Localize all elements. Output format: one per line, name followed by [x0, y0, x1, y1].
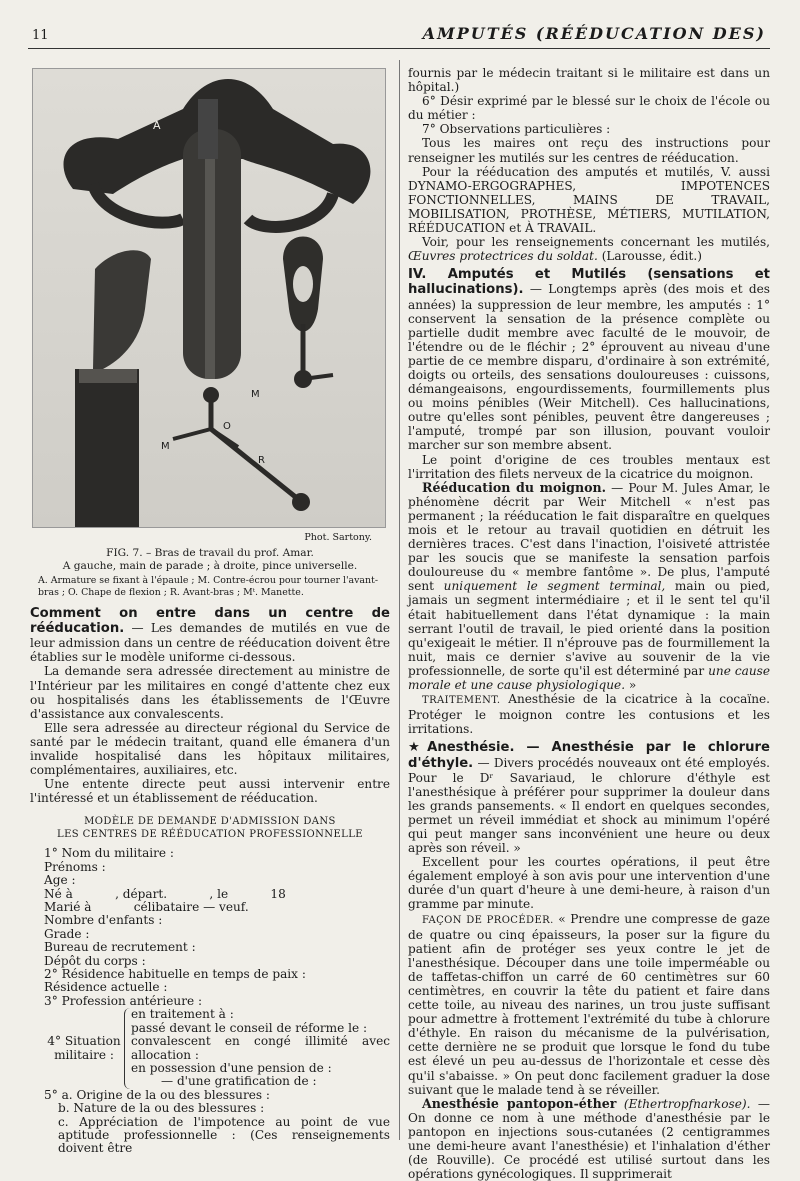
paragraph: Anesthésie pantopon-éther (Ethertropfnarkose). — On donne ce nom à une méthode d'anesthésie par le pantopon en injections sous-cutanées (2 centigrammes une demi-heure avant l'anesthésie) et l'inhalation d'éther (de Rouville). Ce procédé est utilisé surtout dans les opérations gynécologiques. Il supprimerait [408, 1095, 770, 1181]
paragraph: Excellent pour les courtes opérations, il peut être également employé à son avis pour une intervention d'une durée d'un quart d'heure à une demi-heure, à raison d'un gramme par minute. [408, 855, 770, 912]
label-a: A [153, 119, 161, 132]
situation-label: 4° Situation militaire : [47, 1034, 121, 1062]
paragraph: fournis par le médecin traitant si le militaire est dans un hôpital.) [408, 66, 770, 95]
section-heading: Comment on entre dans un centre de rééducation. [30, 606, 390, 637]
paragraph: La demande sera adressée directement au ministre de l'Intérieur par les militaires en congé d'attente chez eux ou hospitalisés dans les établissements de l'Œuvre d'assistance aux convalescents. [30, 664, 390, 721]
strap-right [248, 194, 333, 227]
form-field: Age : [44, 873, 76, 888]
page-number: 11 [32, 28, 49, 43]
figure-legend: A. Armature se fixant à l'épaule ; M. Contre-écrou pour tourner l'avant-bras ; O. Chape de flexion ; R. Avant-bras ; Mᵗ. Manette. [38, 575, 378, 598]
admission-form [30, 847, 390, 1155]
situation-item: en traitement à : [131, 1007, 234, 1022]
situation-item: passé devant le conseil de réforme le : [131, 1020, 368, 1035]
form-field: Bureau de recrutement : [44, 940, 196, 955]
paragraph: Rééducation du moignon. — Pour M. Jules Amar, le phénomène décrit par Weir Mitchell « n'est pas permanent ; la rééducation le fait disparaître en quelques mois et le retour au travail quotidien en détruit les dernières traces. C'est dans l'inaction, l'oisiveté attristée par les soucis que se manifeste la sensation parfois douloureuse du « membre fantôme ». De plus, l'amputé sent uniquement le segment terminal, main ou pied, jamais un segment intermédiaire ; et il le sent tel qu'il était habituellement dans l'état dynamique : la main serrant l'outil de travail, le pied orienté dans la position qu'exigeait le métier. Il n'éprouve pas de fourmillement la nuit, mais ce dernier s'avive au souvenir de la vie professionnelle, de sorte qu'il est déterminé par une cause morale et une cause physiologique. » [408, 479, 771, 693]
figure-caption-sub: A gauche, main de parade ; à droite, pince universelle. [62, 559, 358, 572]
label-o: O [223, 421, 231, 432]
parade-hand [93, 250, 151, 369]
form-field: Dépôt du corps : [44, 953, 146, 968]
form-field: 2° Résidence habituelle en temps de paix : [44, 967, 306, 982]
form-field: 3° Profession antérieure : [44, 993, 203, 1008]
section-admission: Comment on entre dans un centre de rééducation. — Les demandes de mutilés en vue de leur admission dans un centre de rééducation doivent être établies sur le modèle uniforme ci-dessous. [30, 606, 390, 665]
label-m: M [251, 389, 260, 400]
form-field: c. Appréciation de l'impotence au point de vue aptitude professionnelle : (Ces renseignements doivent être [58, 1114, 390, 1156]
situation-block [30, 1008, 390, 1088]
form-field: Marié à célibataire — veuf. [44, 900, 249, 915]
running-title: AMPUTÉS (RÉÉDUCATION DES) [422, 24, 766, 43]
paragraph: FAÇON DE PROCÉDER. « Prendre une compresse de gaze de quatre ou cinq épaisseurs, la poser sur la figure du patient afin de protéger ses yeux contre le jet de l'anesthésique. Découper dans une toile imperméable ou de taffetas-chiffon un carré de 60 centimètres sur 60 centimètres, en couvrir la tête du patient et faire dans cette toile, au niveau des narines, un trou juste suffisant pour admettre à frottement l'extrémité du tube à chlorure d'éthyle. En raison du mécanisme de la pulvérisation, cette dernière ne se produit que lorsque le fond du tube est élevé un peu au-dessus de l'horizontale et cesse dès qu'il s'abaisse. » On peut donc facilement graduer la dose suivant que le malade tend à se réveiller. [408, 911, 770, 1097]
situation-options [124, 1008, 390, 1088]
paragraph: Tous les maires ont reçu des instructions pour renseigner les mutilés sur les centres de rééducation. [408, 136, 770, 165]
form-field: 1° Nom du militaire : [44, 846, 175, 861]
left-column [30, 66, 390, 1156]
form-field: Prénoms : [44, 859, 106, 874]
form-field: Nombre d'enfants : [44, 913, 163, 928]
figure-caption: FIG. 7. – Bras de travail du prof. Amar. [106, 547, 314, 560]
label-m2: M [161, 441, 170, 452]
form-field: Résidence actuelle : [44, 980, 168, 995]
prosthetic-arm-illustration [33, 69, 385, 527]
form-field: Grade : [44, 926, 90, 941]
paragraph: Elle sera adressée au directeur régional du Service de santé par le médecin traitant, quand elle émanera d'un invalide hospitalisé dans les hôpitaux militaires, complémentaires, auxiliaires, etc. [30, 720, 390, 778]
model-form-title: MODÈLE DE DEMANDE D'ADMISSION DANS LES CENTRES DE RÉÉDUCATION PROFESSIONNELLE [57, 816, 363, 841]
form-field: 5° a. Origine de la ou des blessures : [44, 1087, 271, 1102]
page-header [28, 22, 770, 49]
forearm-sleeve [75, 369, 139, 527]
section-heading: IV. Amputés et Mutilés (sensations et hallucinations). [408, 267, 770, 298]
paragraph: 7° Observations particulières : [422, 122, 611, 137]
subsection-heading: Anesthésie pantopon-éther [422, 1095, 617, 1111]
section-hallucinations: IV. Amputés et Mutilés (sensations et hallucinations). — Longtemps après (des mois et des années) la suppression de leur membre, les amputés : 1° conservent la sensation de la présence complète ou partielle dudit membre avec faculté de le mouvoir, de l'étendre ou de le fléchir ; 2° éprouvent au niveau d'une partie de ce membre disparu, d'ordinaire à son extrémité, doigts ou orteils, des sensations douloureuses : cuissons, démangeaisons, engourdissements, fourmillements plus ou moins pénibles (Weir Mitchell). Ces hallucinations, outre qu'elles sont pénibles, peuvent être dangereuses ; l'amputé, trompé par son illusion, pouvant vouloir marcher sur son membre absent. [408, 267, 770, 453]
label-r: R [258, 455, 265, 466]
paragraph: 6° Désir exprimé par le blessé sur le choix de l'école ou du métier : [408, 94, 770, 123]
form-field: b. Nature de la ou des blessures : [58, 1101, 265, 1116]
paragraph: Le point d'origine de ces troubles mentaux est l'irritation des filets nerveux de la cicatrice du moignon. [408, 452, 770, 481]
right-column [408, 66, 770, 1181]
section-heading: ★Anesthésie. — Anesthésie par le chlorure d'éthyle. [408, 740, 770, 771]
situation-item: en possession d'une pension de : [131, 1060, 332, 1075]
situation-item: — d'une gratification de : [161, 1074, 317, 1089]
situation-item: convalescent en congé illimité avec allocation : [131, 1034, 390, 1062]
paragraph: Voir, pour les renseignements concernant les mutilés, Œuvres protectrices du soldat. (Larousse, édit.) [408, 235, 770, 264]
paragraph: Une entente directe peut aussi intervenir entre l'intéressé et un établissement de rééducation. [30, 777, 390, 806]
subsection-heading: Rééducation du moignon. [422, 479, 607, 495]
figure-photo [32, 68, 386, 528]
section-anesthesia: ★Anesthésie. — Anesthésie par le chlorure d'éthyle. — Divers procédés nouveaux ont été employés. Pour le Dʳ Savariaud, le chlorure d'éthyle est l'anesthésique à préférer pour supprimer la douleur dans les grands pansements. « Il endort en quelques secondes, permet un réveil immédiat et shock au minimum l'opéré qui peut manger sans inconvénient une heure ou deux après son réveil. » [408, 740, 770, 856]
form-field: Né à , départ. , le 18 [44, 886, 286, 901]
paragraph: Pour la rééducation des amputés et mutilés, V. aussi DYNAMO-ERGOGRAPHES, IMPOTENCES FONCTIONNELLES, MAINS DE TRAVAIL, MOBILISATION, PROTHÈSE, MÉTIERS, MUTILATION, RÉÉDUCATION et À TRAVAIL. [408, 164, 770, 236]
column-divider [399, 60, 400, 1140]
photo-credit: Phot. Sartony. [304, 532, 372, 543]
paragraph: TRAITEMENT. Anesthésie de la cicatrice à la cocaïne. Protéger le moignon contre les contusions et les irritations. [408, 692, 770, 737]
